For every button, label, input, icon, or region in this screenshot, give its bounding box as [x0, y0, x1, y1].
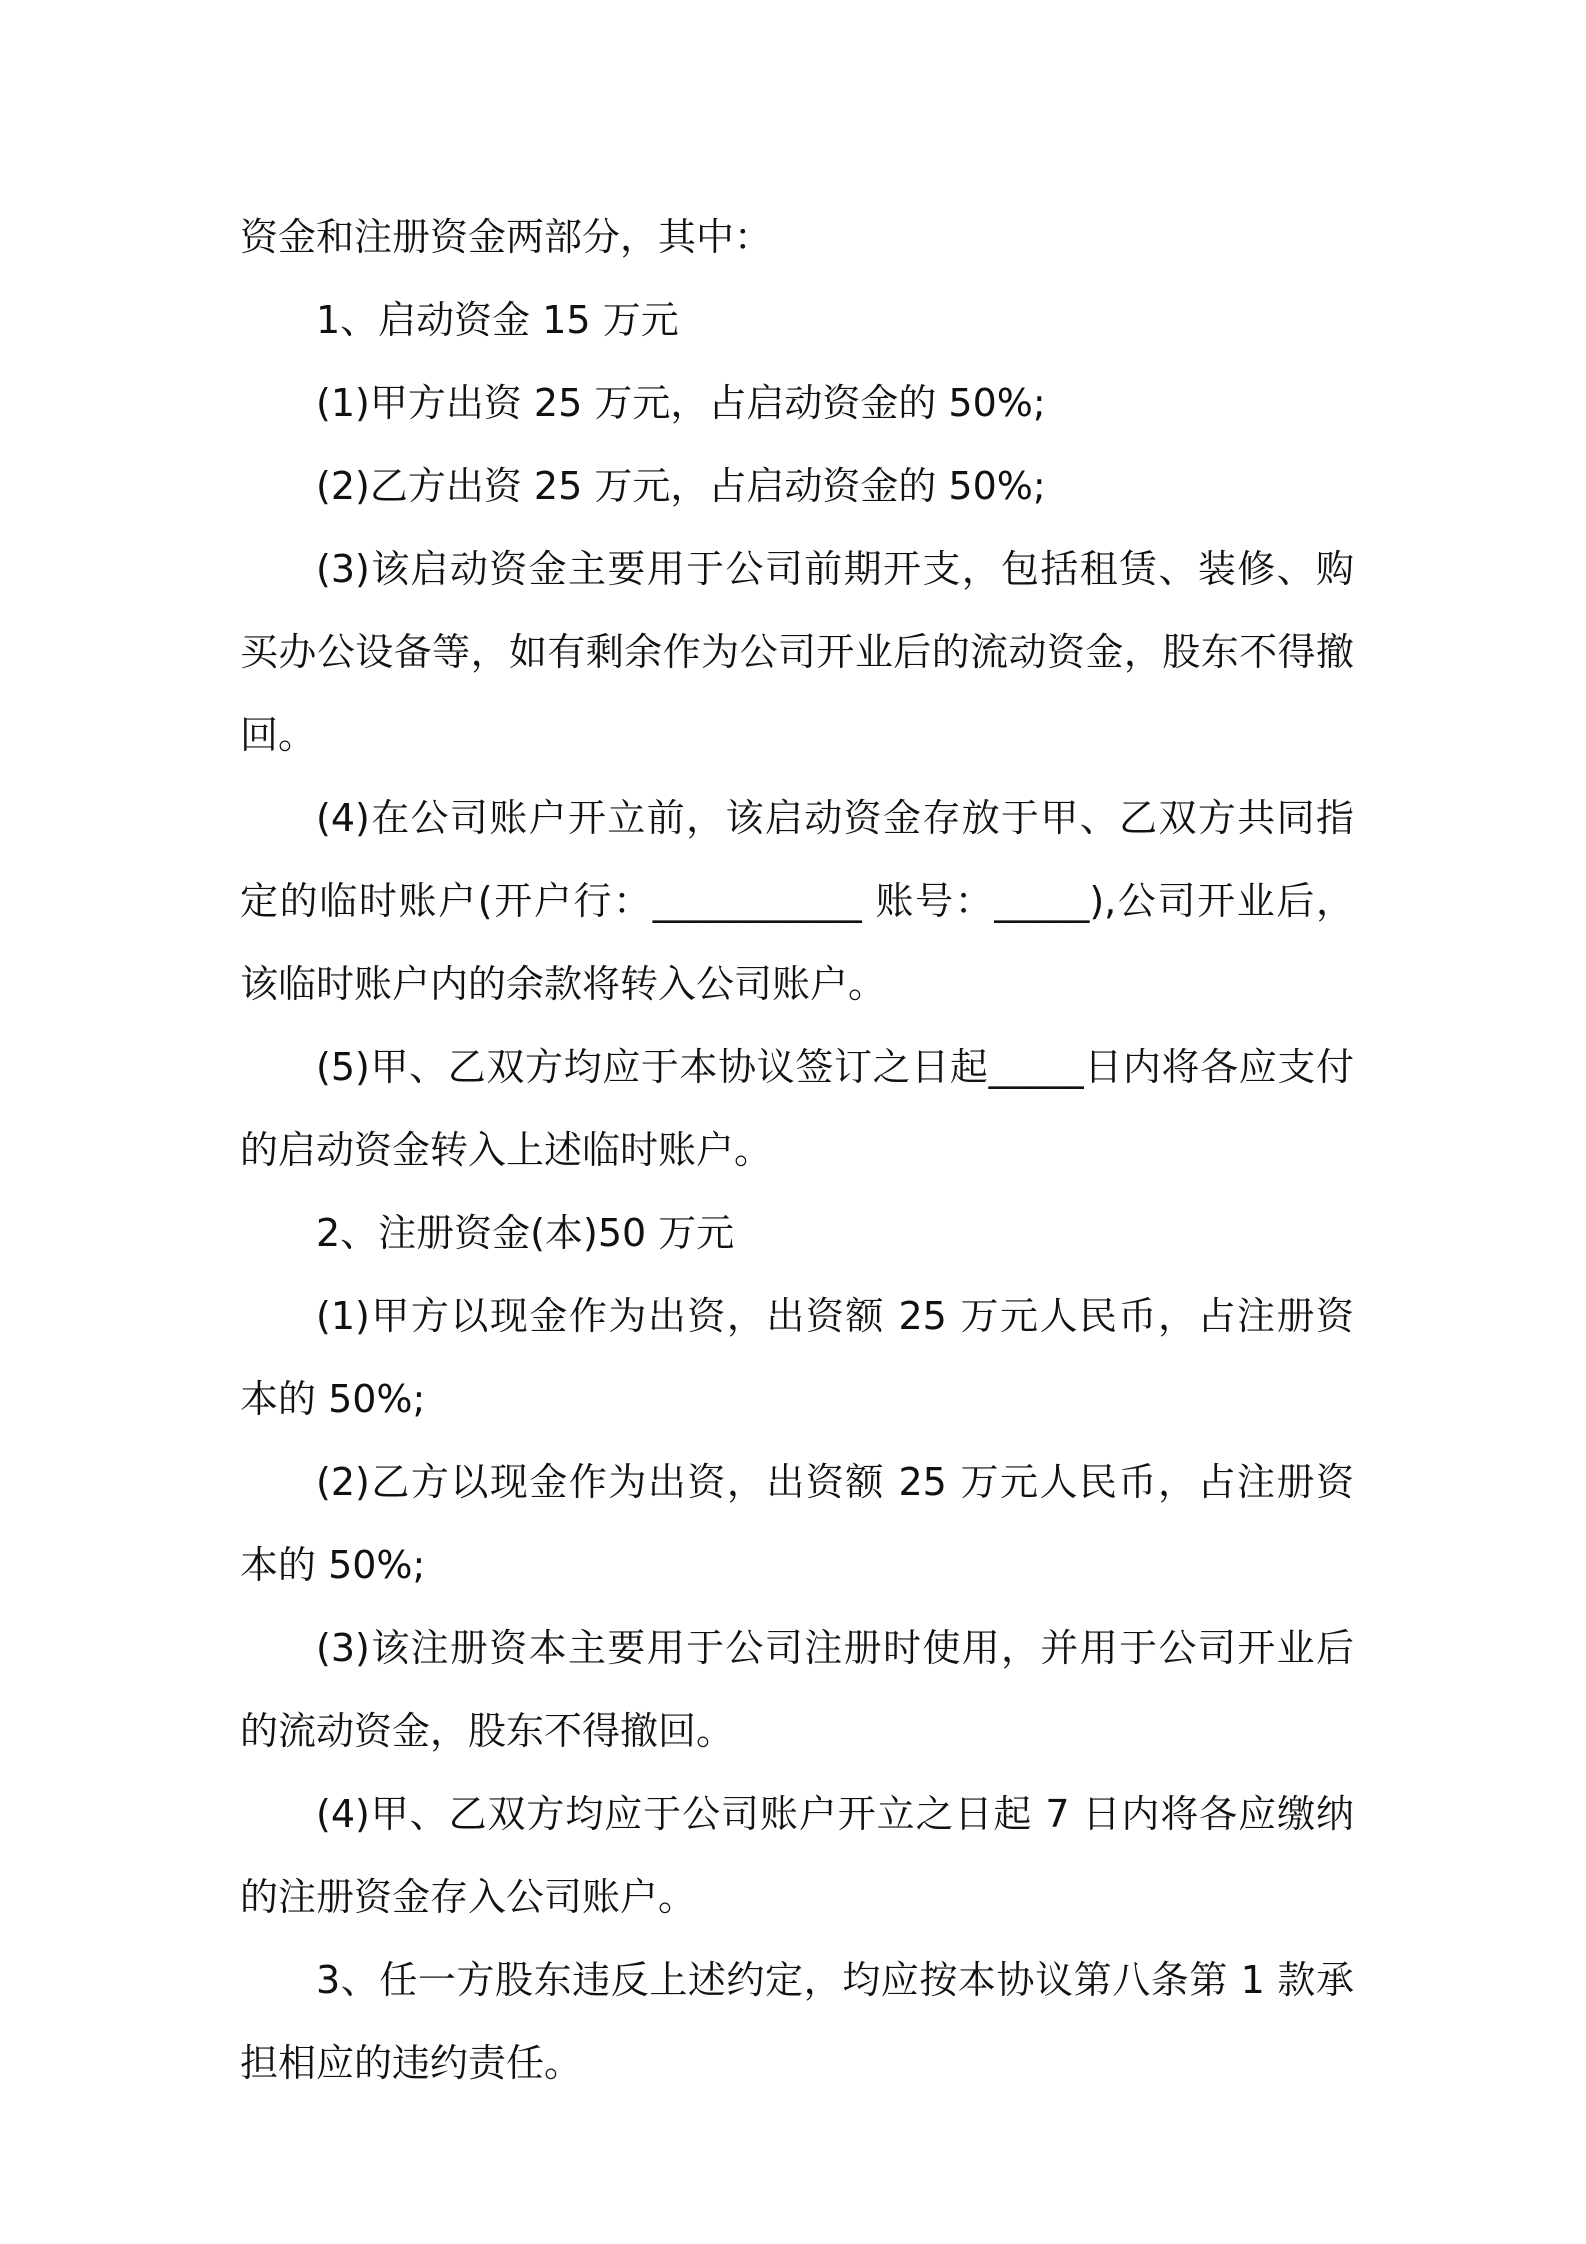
- document-body: [240, 196, 1354, 2105]
- section-1-item-1: (1)甲方出资 25 万元，占启动资金的 50%;: [316, 381, 1046, 425]
- section-1-item-3: (3)该启动资金主要用于公司前期开支，包括租赁、装修、购买办公设备等，如有剩余作为公司开业后的流动资金，股东不得撤回。: [240, 547, 1354, 757]
- section-2-item-4: (4)甲、乙双方均应于公司账户开立之日起 7 日内将各应缴纳的注册资金存入公司账户。: [240, 1792, 1354, 1919]
- section-2-item-3: (3)该注册资本主要用于公司注册时使用，并用于公司开业后的流动资金，股东不得撤回。: [240, 1626, 1354, 1753]
- section-1-item-2: (2)乙方出资 25 万元，占启动资金的 50%;: [316, 464, 1046, 508]
- section-2-item-2: (2)乙方以现金作为出资，出资额 25 万元人民币，占注册资本的 50%;: [240, 1460, 1354, 1587]
- section-2-item-1: (1)甲方以现金作为出资，出资额 25 万元人民币，占注册资本的 50%;: [240, 1294, 1354, 1421]
- section-1-item-5: (5)甲、乙双方均应于本协议签订之日起_____日内将各应支付的启动资金转入上述临时账户。: [240, 1045, 1354, 1172]
- section-1-heading: 1、启动资金 15 万元: [316, 298, 679, 342]
- paragraph-intro: 资金和注册资金两部分，其中：: [240, 215, 773, 259]
- section-1-item-4: (4)在公司账户开立前，该启动资金存放于甲、乙双方共同指定的临时账户(开户行：___________ 账号：_____),公司开业后，该临时账户内的余款将转入公司账户。: [240, 796, 1354, 1006]
- section-3-paragraph: 3、任一方股东违反上述约定，均应按本协议第八条第 1 款承担相应的违约责任。: [240, 1958, 1354, 2085]
- section-2-heading: 2、注册资金(本)50 万元: [316, 1211, 735, 1255]
